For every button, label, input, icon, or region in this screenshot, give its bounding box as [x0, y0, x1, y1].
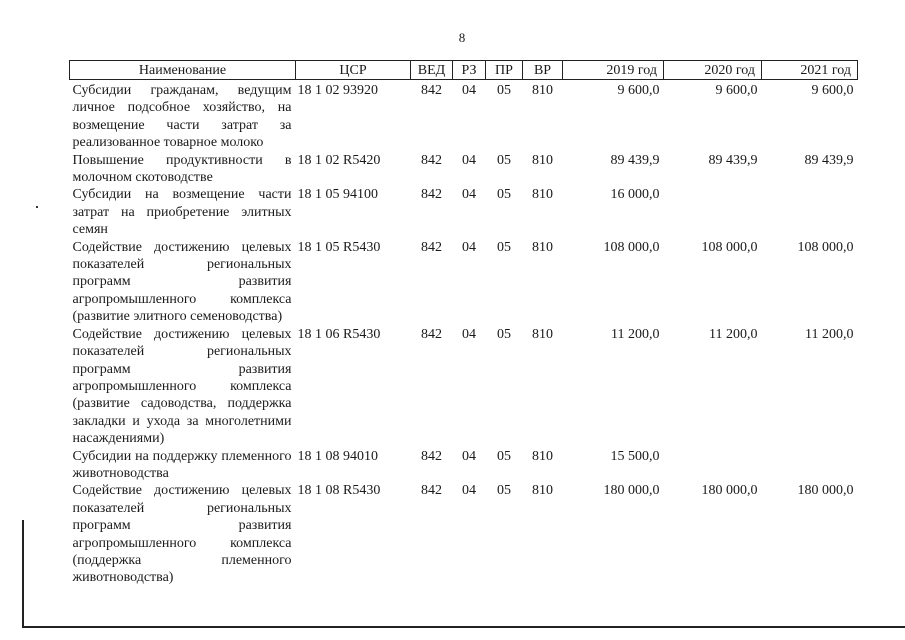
row-name: Содействие достижению целевых показателей региональных программ развития агропромышленного комплекса (развитие садоводства, поддержка закладки и ухода за многолетними насаждениями): [72, 326, 292, 447]
row-vr: 810: [532, 83, 553, 98]
table-row: [70, 80, 858, 152]
row-2020: 9 600,0: [715, 83, 758, 98]
row-vr: 810: [532, 448, 553, 464]
row-csr: 18 1 08 R5430: [297, 483, 381, 499]
header-vr: ВР: [523, 61, 563, 80]
row-rz: 04: [462, 448, 476, 464]
row-ved: 842: [421, 152, 442, 168]
table-row: [70, 448, 858, 483]
header-name: Наименование: [70, 61, 296, 80]
row-2019: 16 000,0: [610, 187, 660, 203]
row-2020: [664, 448, 762, 483]
row-2020: [664, 186, 762, 238]
row-name: Содействие достижению целевых показателей региональных программ развития агропромышленного комплекса (поддержка племенного животноводства): [72, 483, 292, 586]
row-2021: 89 439,9: [804, 152, 854, 168]
row-ved: 842: [421, 239, 442, 255]
row-vr: 810: [532, 187, 553, 203]
row-csr: 18 1 08 94010: [297, 448, 378, 464]
row-ved: 842: [421, 83, 442, 98]
row-2019: 11 200,0: [611, 326, 660, 342]
row-csr: 18 1 05 R5430: [297, 239, 381, 255]
table-row: [70, 152, 858, 187]
row-rz: 04: [462, 239, 476, 255]
scan-edge-bottom: [22, 626, 905, 628]
row-vr: 810: [532, 239, 553, 255]
row-name: Повышение продуктивности в молочном скотоводстве: [72, 152, 292, 186]
row-2020: 108 000,0: [701, 239, 758, 255]
row-2021: 108 000,0: [797, 239, 854, 255]
row-pr: 05: [497, 239, 511, 255]
header-pr: ПР: [486, 61, 523, 80]
row-csr: 18 1 02 93920: [297, 83, 378, 98]
row-ved: 842: [421, 187, 442, 203]
row-ved: 842: [421, 448, 442, 464]
row-name: Субсидии на возмещение части затрат на приобретение элитных семян: [72, 187, 292, 238]
row-2020: 180 000,0: [701, 483, 758, 499]
row-pr: 05: [497, 483, 511, 499]
row-rz: 04: [462, 187, 476, 203]
row-2021: [762, 186, 858, 238]
table-row: [70, 239, 858, 326]
row-ved: 842: [421, 483, 442, 499]
row-name: Субсидии гражданам, ведущим личное подсобное хозяйство, на возмещение части затрат за реализованное товарное молоко: [72, 83, 292, 151]
scan-edge-left: [22, 520, 24, 628]
row-name: Содействие достижению целевых показателей региональных программ развития агропромышленного комплекса (развитие элитного семеноводства): [72, 239, 292, 325]
row-vr: 810: [532, 152, 553, 168]
row-rz: 04: [462, 326, 476, 342]
row-pr: 05: [497, 187, 511, 203]
row-2019: 108 000,0: [603, 239, 660, 255]
header-2020: 2020 год: [664, 61, 762, 80]
row-rz: 04: [462, 152, 476, 168]
table-header-row: [70, 61, 858, 80]
table-row: [70, 326, 858, 448]
row-csr: 18 1 02 R5420: [297, 152, 381, 168]
row-rz: 04: [462, 83, 476, 98]
budget-table: [69, 60, 858, 587]
row-csr: 18 1 05 94100: [297, 187, 378, 203]
table-row: [70, 482, 858, 586]
row-name: Субсидии на поддержку племенного животноводства: [72, 448, 292, 481]
row-2019: 9 600,0: [617, 83, 660, 98]
header-csr: ЦСР: [296, 61, 411, 80]
header-ved: ВЕД: [411, 61, 453, 80]
table-row: [70, 186, 858, 238]
row-rz: 04: [462, 483, 476, 499]
row-pr: 05: [497, 83, 511, 98]
header-2019: 2019 год: [563, 61, 664, 80]
row-2021: [762, 448, 858, 483]
row-ved: 842: [421, 326, 442, 342]
row-2019: 180 000,0: [603, 483, 660, 499]
row-2021: 11 200,0: [805, 326, 854, 342]
row-2019: 89 439,9: [610, 152, 660, 168]
row-2020: 11 200,0: [709, 326, 758, 342]
row-2021: 9 600,0: [811, 83, 854, 98]
row-pr: 05: [497, 448, 511, 464]
scan-speck: [36, 206, 38, 208]
page-number: 8: [458, 30, 466, 45]
header-rz: РЗ: [453, 61, 486, 80]
row-pr: 05: [497, 326, 511, 342]
row-vr: 810: [532, 326, 553, 342]
row-2019: 15 500,0: [610, 448, 660, 464]
row-2021: 180 000,0: [797, 483, 854, 499]
header-2021: 2021 год: [762, 61, 858, 80]
row-vr: 810: [532, 483, 553, 499]
row-2020: 89 439,9: [708, 152, 758, 168]
row-csr: 18 1 06 R5430: [297, 326, 381, 342]
row-pr: 05: [497, 152, 511, 168]
